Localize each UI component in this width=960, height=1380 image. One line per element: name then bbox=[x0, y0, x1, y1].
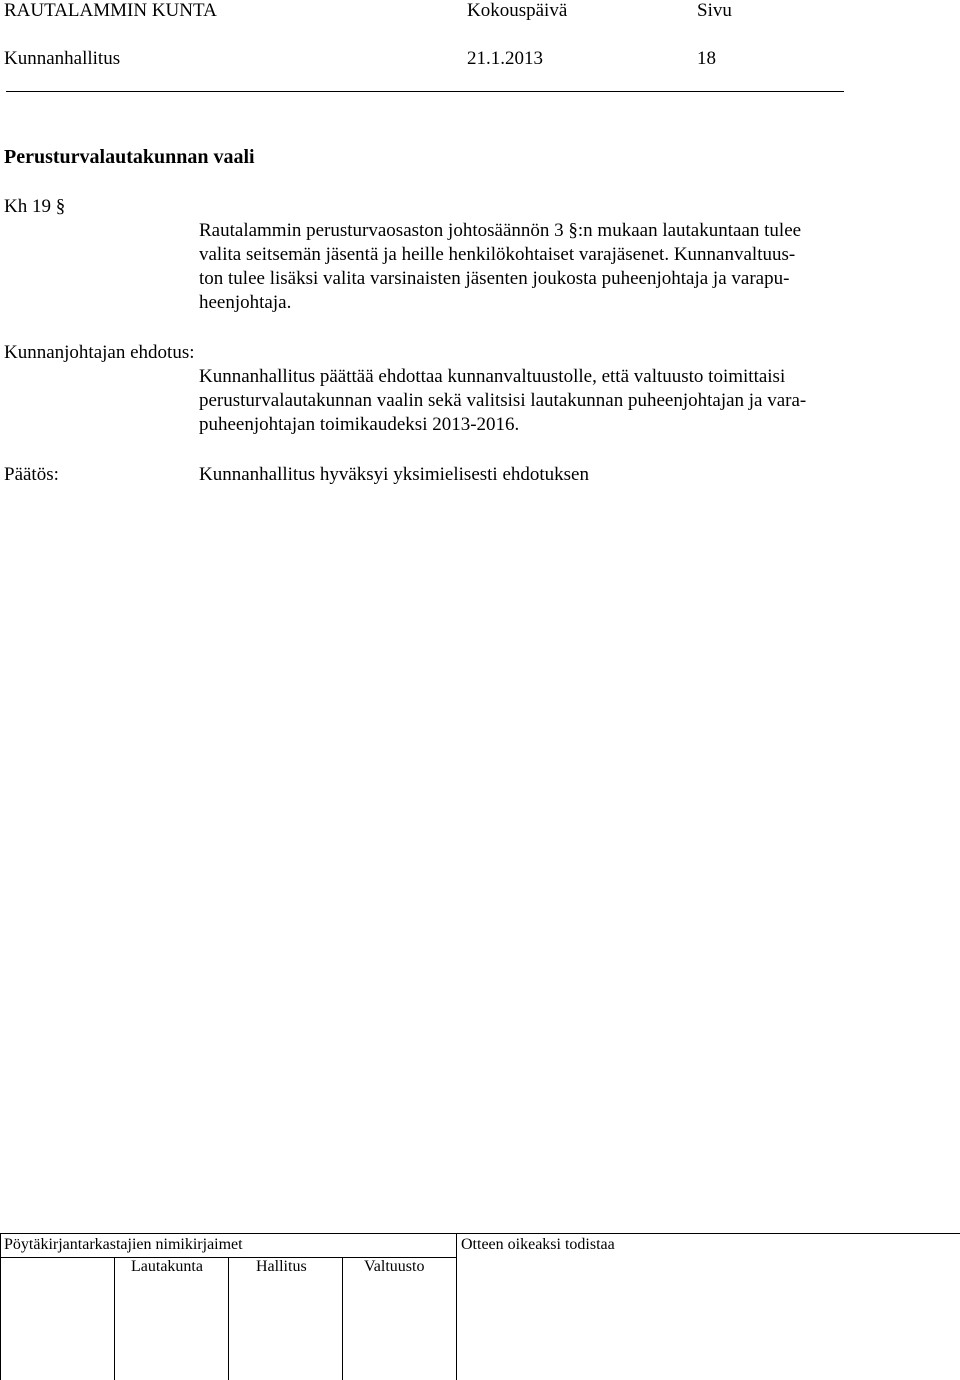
para-line-2: valita seitsemän jäsentä ja heille henkilökohtaiset varajäsenet. Kunnanvaltuus- bbox=[199, 244, 796, 265]
proposal-label: Kunnanjohtajan ehdotus: bbox=[4, 342, 195, 363]
section-number-text: Kh 19 bbox=[4, 196, 51, 217]
footer-vline-3 bbox=[342, 1257, 343, 1380]
footer-vline-0 bbox=[0, 1233, 1, 1380]
org-name: RAUTALAMMIN KUNTA bbox=[4, 0, 217, 21]
signatures-label: Pöytäkirjantarkastajien nimikirjaimet bbox=[4, 1236, 243, 1253]
proposal-line-3: puheenjohtajan toimikaudeksi 2013-2016. bbox=[199, 414, 520, 435]
para-line-1a: Rautalammin perusturvaosaston johtosäännön 3 bbox=[199, 220, 564, 241]
decision-text: Kunnanhallitus hyväksyi yksimielisesti ehdotuksen bbox=[199, 464, 589, 485]
meeting-date: 21.1.2013 bbox=[467, 48, 543, 69]
section-number bbox=[4, 196, 65, 218]
body-name: Kunnanhallitus bbox=[4, 48, 121, 69]
col-valtuusto: Valtuusto bbox=[364, 1258, 425, 1275]
footer-top-rule-left bbox=[0, 1233, 456, 1234]
section-symbol-inline: § bbox=[568, 220, 578, 241]
para-line-1 bbox=[199, 220, 801, 242]
footer-vline-4 bbox=[456, 1233, 457, 1380]
page-number: 18 bbox=[697, 48, 716, 69]
header-rule bbox=[6, 91, 844, 92]
para-line-3: ton tulee lisäksi valita varsinaisten jäsenten joukosta puheenjohtaja ja varapu- bbox=[199, 268, 790, 289]
meeting-date-label: Kokouspäivä bbox=[467, 0, 568, 21]
section-title: Perusturvalautakunnan vaali bbox=[4, 146, 255, 168]
decision-label: Päätös: bbox=[4, 464, 59, 485]
col-lautakunta: Lautakunta bbox=[131, 1258, 203, 1275]
section-symbol: § bbox=[55, 196, 66, 217]
col-hallitus: Hallitus bbox=[256, 1258, 307, 1275]
footer-top-rule-right bbox=[456, 1233, 960, 1234]
footer-vline-2 bbox=[228, 1257, 229, 1380]
certify-label: Otteen oikeaksi todistaa bbox=[461, 1236, 615, 1253]
page-label: Sivu bbox=[697, 0, 732, 21]
proposal-line-2: perusturvalautakunnan vaalin sekä valitsisi lautakunnan puheenjohtajan ja vara- bbox=[199, 390, 807, 411]
proposal-line-1: Kunnanhallitus päättää ehdottaa kunnanvaltuustolle, että valtuusto toimittaisi bbox=[199, 366, 786, 387]
footer-vline-1 bbox=[114, 1257, 115, 1380]
para-line-1b: :n mukaan lautakuntaan tulee bbox=[577, 220, 802, 241]
para-line-4: heenjohtaja. bbox=[199, 292, 292, 313]
